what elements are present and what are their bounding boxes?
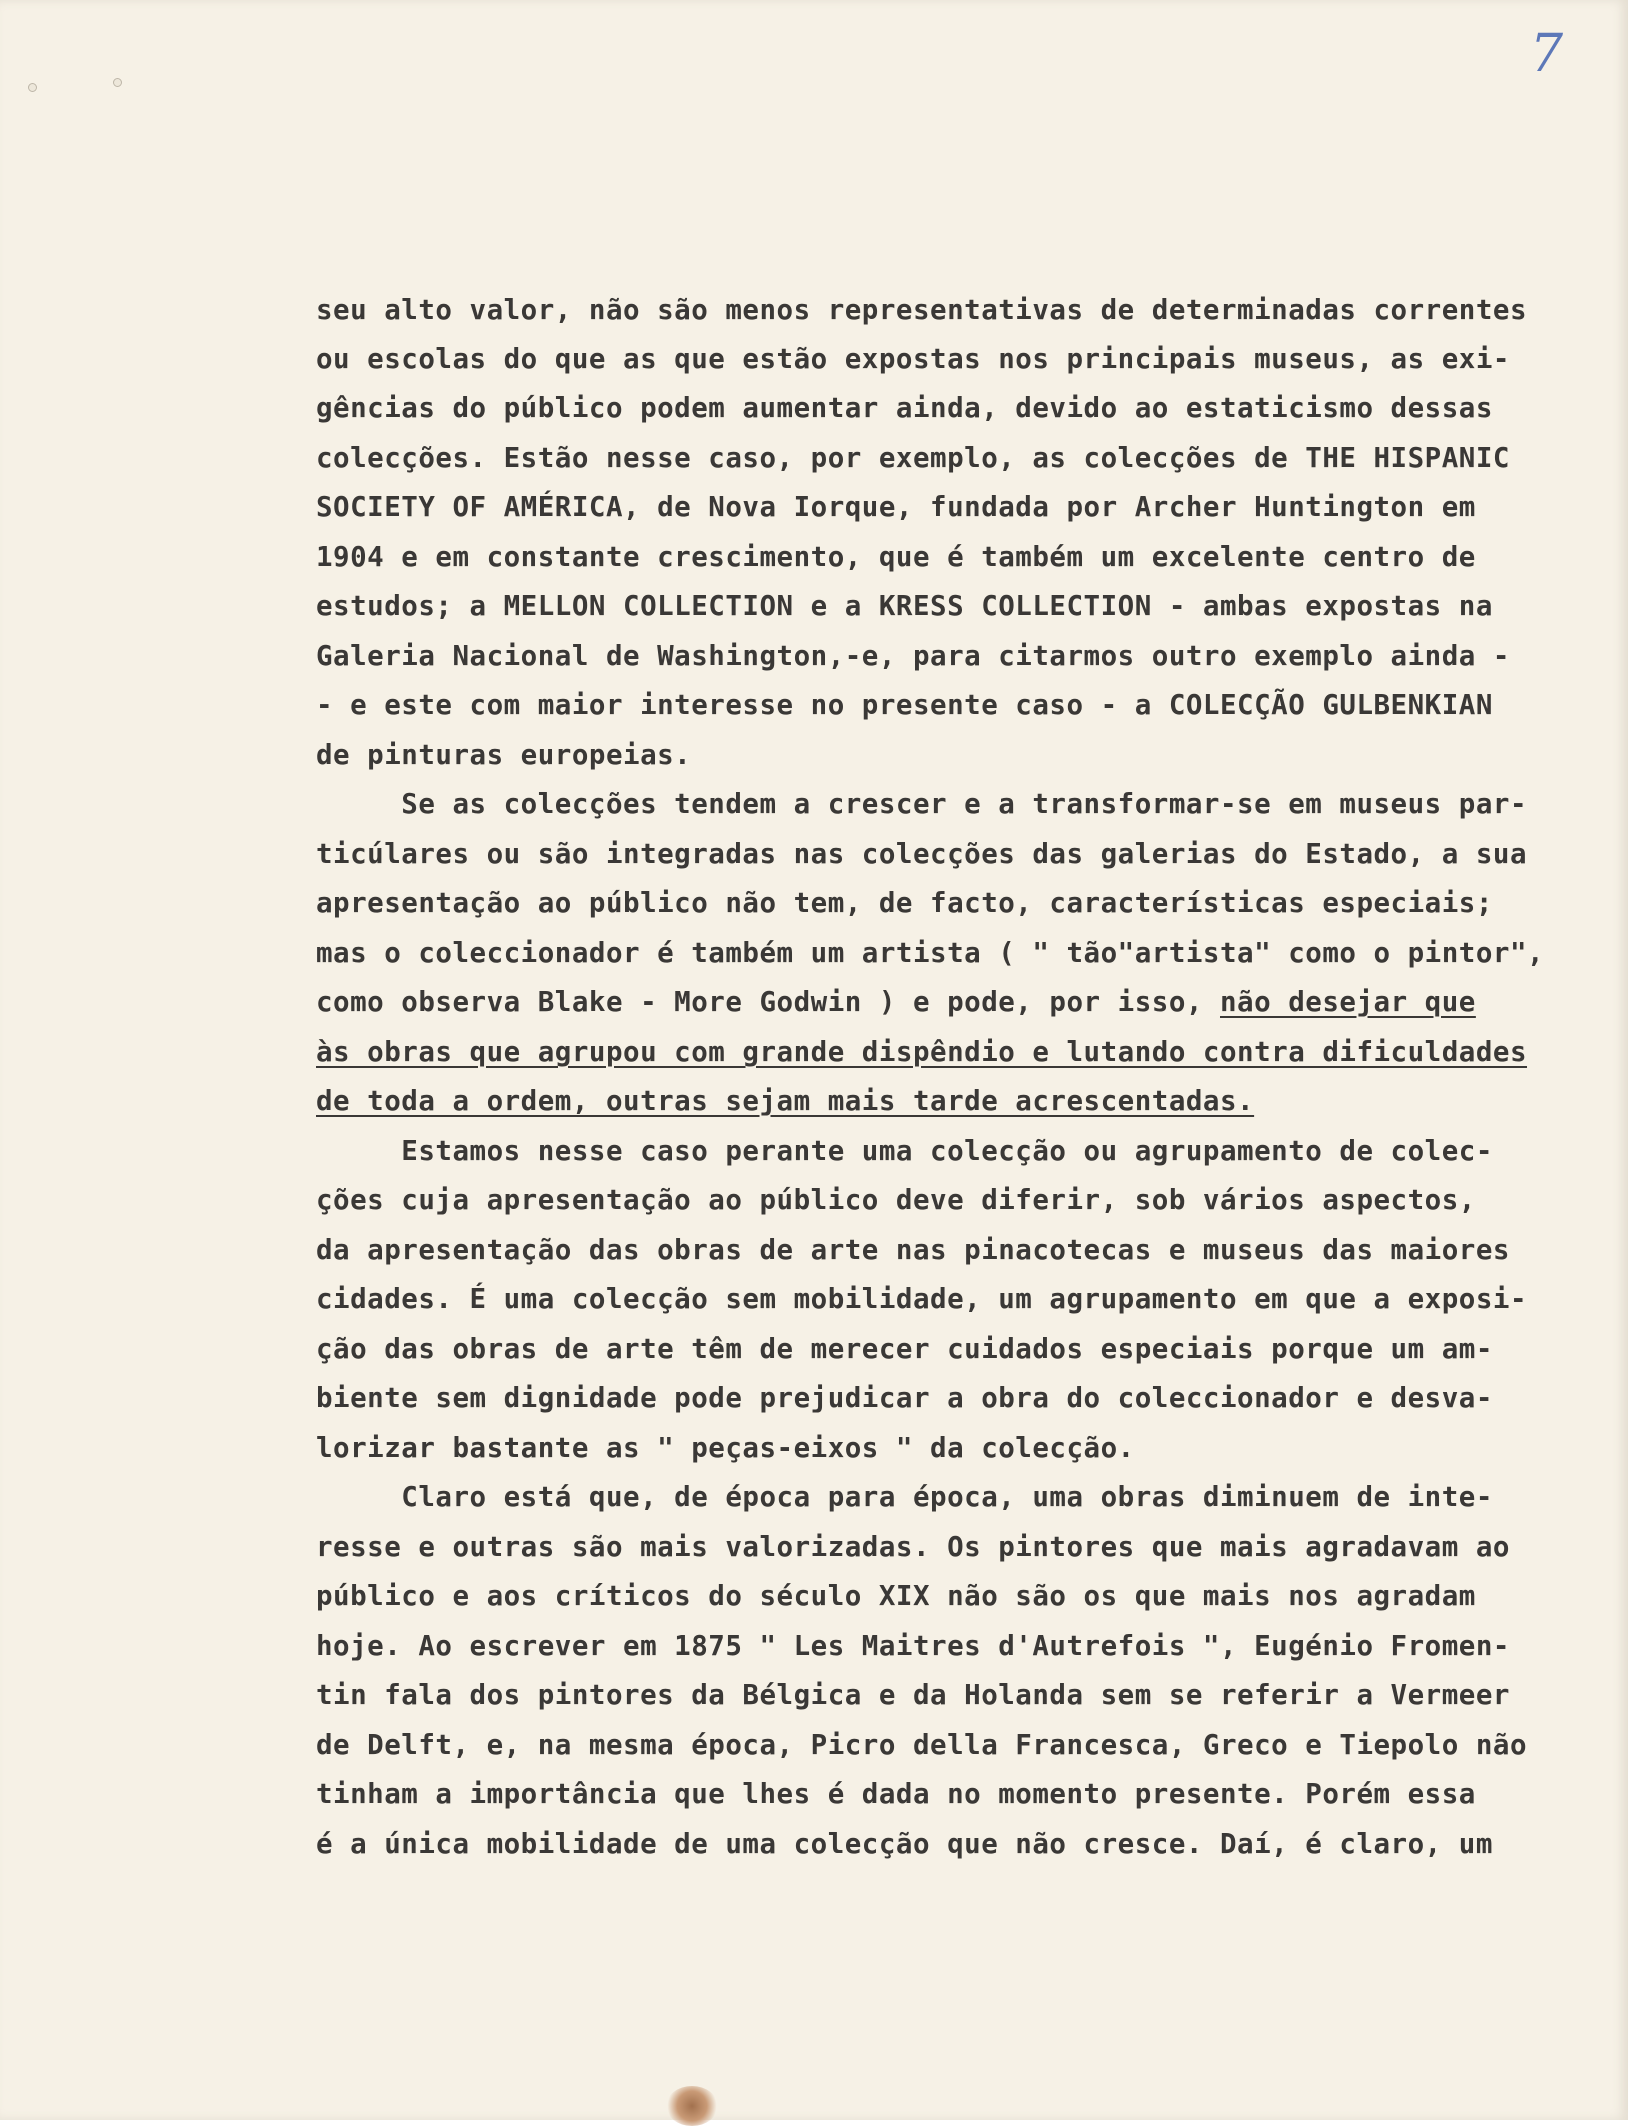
text-line: apresentação ao público não tem, de facto, características especiais;	[316, 887, 1493, 919]
paper-stain	[666, 2086, 718, 2126]
text-line: Estamos nesse caso perante uma colecção ou agrupamento de colec-	[316, 1135, 1493, 1167]
page-number: 7	[1530, 24, 1564, 84]
text-line: é a única mobilidade de uma colecção que não cresce. Daí, é claro, um	[316, 1828, 1493, 1860]
text-line: de Delft, e, na mesma época, Picro della Francesca, Greco e Tiepolo não	[316, 1729, 1528, 1761]
text-line: - e este com maior interesse no presente caso - a COLECÇÃO GULBENKIAN	[316, 689, 1493, 721]
text-line: tin fala dos pintores da Bélgica e da Holanda sem se referir a Vermeer	[316, 1679, 1510, 1711]
text-line: estudos; a MELLON COLLECTION e a KRESS COLLECTION - ambas expostas na	[316, 590, 1493, 622]
underlined-text: não desejar que	[1220, 986, 1476, 1018]
text-line: ou escolas do que as que estão expostas nos principais museus, as exi-	[316, 343, 1510, 375]
text-line: ção das obras de arte têm de merecer cuidados especiais porque um am-	[316, 1333, 1493, 1365]
text-line	[316, 986, 1476, 1018]
text-segment: como observa Blake - More Godwin ) e pode, por isso,	[316, 986, 1220, 1018]
text-line: Galeria Nacional de Washington,-e, para citarmos outro exemplo ainda -	[316, 640, 1510, 672]
text-line: da apresentação das obras de arte nas pinacotecas e museus das maiores	[316, 1234, 1510, 1266]
text-line: colecções. Estão nesse caso, por exemplo, as colecções de THE HISPANIC	[316, 442, 1510, 474]
text-line: SOCIETY OF AMÉRICA, de Nova Iorque, fundada por Archer Huntington em	[316, 491, 1476, 523]
text-line: público e aos críticos do século XIX não são os que mais nos agradam	[316, 1580, 1476, 1612]
text-line: biente sem dignidade pode prejudicar a obra do coleccionador e desva-	[316, 1382, 1493, 1414]
text-line: tinham a importância que lhes é dada no momento presente. Porém essa	[316, 1778, 1476, 1810]
text-line: mas o coleccionador é também um artista ( " tão"artista" como o pintor",	[316, 937, 1545, 969]
text-line: resse e outras são mais valorizadas. Os pintores que mais agradavam ao	[316, 1531, 1510, 1563]
text-line: hoje. Ao escrever em 1875 " Les Maitres d'Autrefois ", Eugénio Fromen-	[316, 1630, 1510, 1662]
text-line: Se as colecções tendem a crescer e a transformar-se em museus par-	[316, 788, 1528, 820]
underlined-text-line: de toda a ordem, outras sejam mais tarde acrescentadas.	[316, 1085, 1255, 1117]
punch-hole-mark	[113, 78, 122, 87]
text-line: Claro está que, de época para época, uma obras diminuem de inte-	[316, 1481, 1493, 1513]
punch-hole-mark	[28, 83, 37, 92]
text-line: 1904 e em constante crescimento, que é também um excelente centro de	[316, 541, 1476, 573]
underlined-text-line: às obras que agrupou com grande dispêndio e lutando contra dificuldades	[316, 1036, 1528, 1068]
text-line: gências do público podem aumentar ainda, devido ao estaticismo dessas	[316, 392, 1493, 424]
text-line: ticúlares ou são integradas nas colecções das galerias do Estado, a sua	[316, 838, 1528, 870]
text-line: seu alto valor, não são menos representativas de determinadas correntes	[316, 294, 1528, 326]
text-line: cidades. É uma colecção sem mobilidade, um agrupamento em que a exposi-	[316, 1283, 1528, 1315]
text-line: de pinturas europeias.	[316, 739, 692, 771]
text-line: lorizar bastante as " peças-eixos " da colecção.	[316, 1432, 1135, 1464]
text-line: ções cuja apresentação ao público deve diferir, sob vários aspectos,	[316, 1184, 1476, 1216]
